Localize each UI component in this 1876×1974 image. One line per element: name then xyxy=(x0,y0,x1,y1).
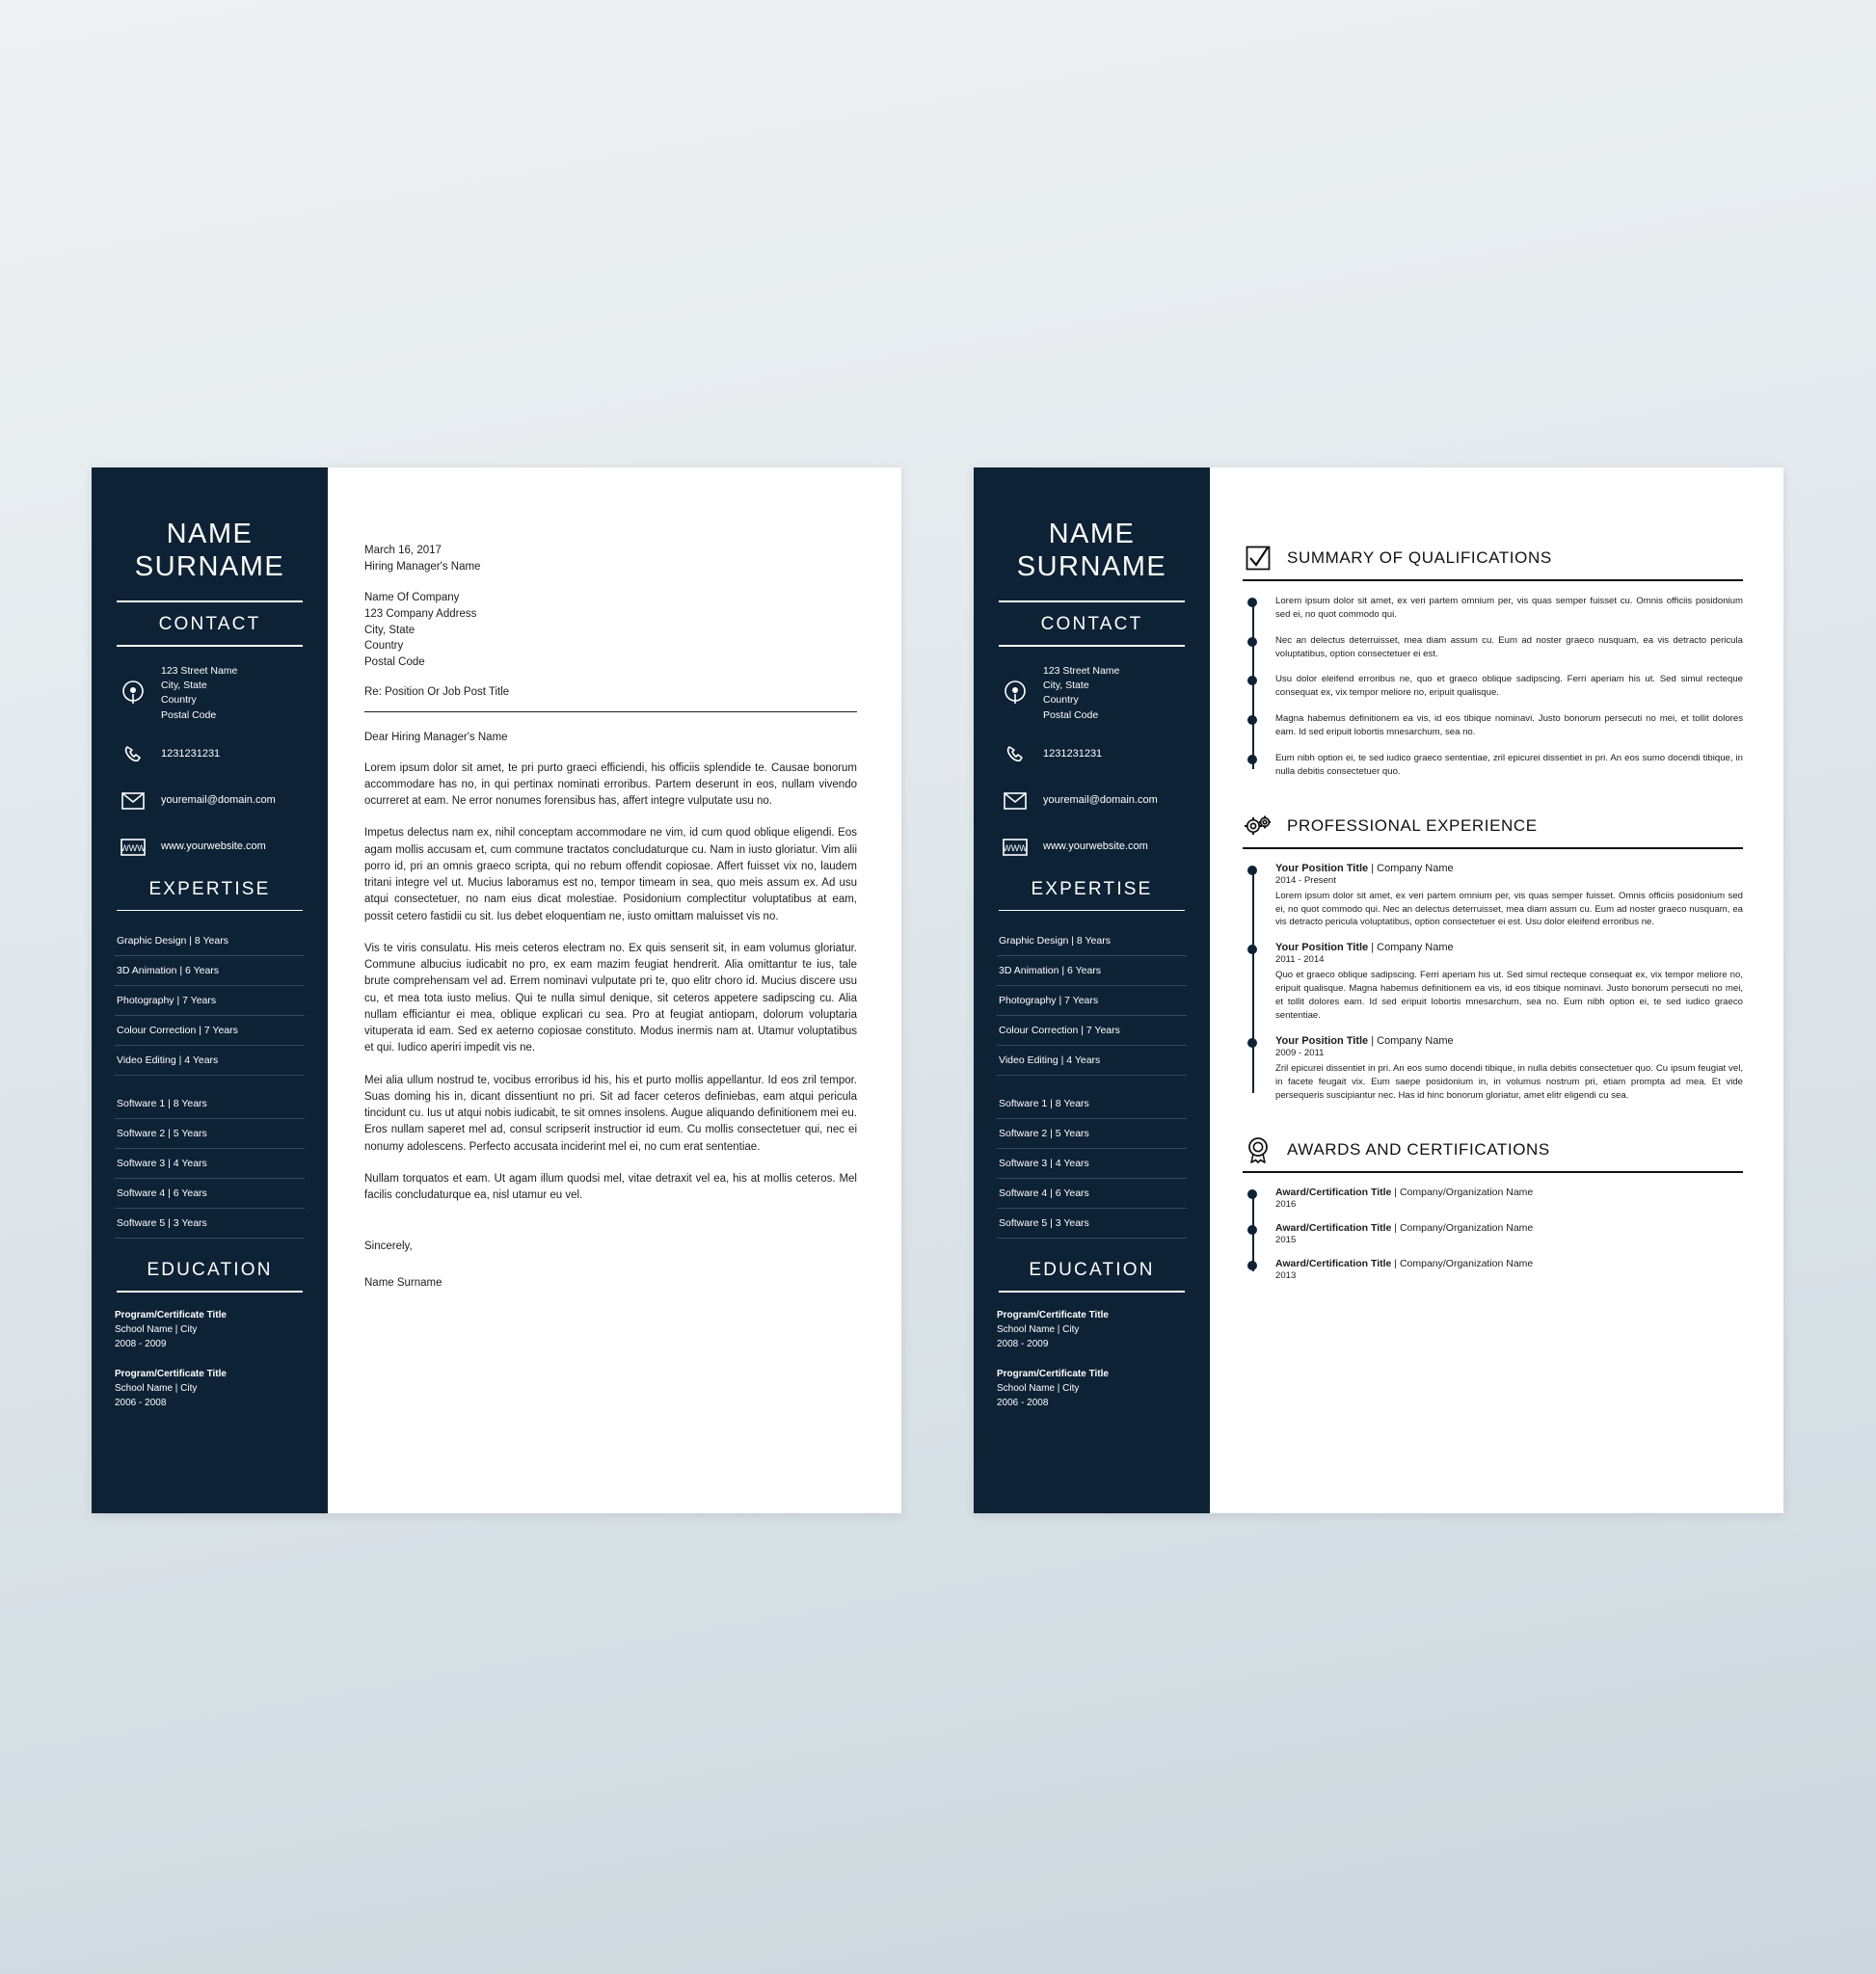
software-item: Software 4 | 6 Years xyxy=(115,1179,305,1209)
education-list xyxy=(974,1308,1210,1410)
award-heading: Award/Certification Title | Company/Organization Name xyxy=(1275,1257,1534,1269)
experience-item xyxy=(1275,863,1743,930)
sidebar-name-last: SURNAME xyxy=(1016,551,1167,583)
address-line-3: Country xyxy=(161,694,197,707)
phone-text: 1231231231 xyxy=(1043,747,1103,760)
gears-icon xyxy=(1243,811,1273,841)
summary-list xyxy=(1243,595,1743,779)
letter-date: March 16, 2017 xyxy=(364,545,442,556)
address-line-4: Postal Code xyxy=(161,708,217,721)
sidebar-name xyxy=(92,506,328,583)
job-text: Quo et graeco oblique sadipscing. Ferri aperiam his ut. Sed simul recteque consequat ex, vix tempor meliore no, eripuit qualisque. Magna habemus definitionem ea vis, id eos tibique nominavi. Justo bonorum persecuti no mei, et tollit dolores eam. Id sed eripuit lobortis mnesarchum, sea no. Eum nibh option ei, te sed iudico graeco sententiae. xyxy=(1275,970,1743,1022)
education-title: Program/Certificate Title xyxy=(997,1309,1109,1320)
award-date: 2013 xyxy=(1275,1269,1297,1281)
company-address: 123 Company Address xyxy=(364,608,477,621)
address-line-4: Postal Code xyxy=(1043,708,1099,721)
education-title: Program/Certificate Title xyxy=(115,1309,227,1320)
svg-text:WWW: WWW xyxy=(1003,842,1028,853)
expertise-item: 3D Animation | 6 Years xyxy=(115,956,305,986)
expertise-item: Video Editing | 4 Years xyxy=(115,1046,305,1076)
awards-list xyxy=(1243,1187,1743,1281)
software-item: Software 3 | 4 Years xyxy=(997,1149,1187,1179)
divider xyxy=(117,910,303,912)
award-heading: Award/Certification Title | Company/Organization Name xyxy=(1275,1221,1534,1234)
expertise-item: Colour Correction | 7 Years xyxy=(997,1016,1187,1046)
contact-address xyxy=(1001,664,1210,723)
education-item xyxy=(115,1367,305,1410)
award-title: Award/Certification Title xyxy=(1275,1257,1392,1269)
letter-company-block xyxy=(364,590,857,670)
letter-closing: Sincerely, xyxy=(364,1240,413,1253)
summary-item xyxy=(1275,752,1743,779)
summary-title: SUMMARY OF QUALIFICATIONS xyxy=(1287,548,1552,567)
summary-item xyxy=(1275,712,1743,739)
divider xyxy=(999,645,1185,647)
letter-paragraph: Lorem ipsum dolor sit amet, te pri purto graeci efficiendi, his officiis splendide te. Causae bonorum accommodare has no, in qui pertinax nominati erroribus. Partem deserunt in eos, nullam vivendo ocurreret at eam. Ne error nonumes forensibus has, affert integre vulputate usu no. xyxy=(364,761,857,808)
education-years: 2006 - 2008 xyxy=(997,1397,1049,1408)
job-company: Company Name xyxy=(1377,942,1454,954)
experience-section-header xyxy=(1243,811,1743,841)
job-company: Company Name xyxy=(1377,1035,1454,1047)
software-item: Software 4 | 6 Years xyxy=(997,1179,1187,1209)
software-item: Software 5 | 3 Years xyxy=(997,1209,1187,1239)
contact-heading: CONTACT xyxy=(158,614,261,635)
education-years: 2006 - 2008 xyxy=(115,1397,167,1408)
letter-body xyxy=(328,467,901,1513)
contact-heading: CONTACT xyxy=(1040,614,1143,635)
education-school: School Name | City xyxy=(115,1323,198,1335)
software-item: Software 3 | 4 Years xyxy=(115,1149,305,1179)
divider xyxy=(1243,1171,1743,1173)
experience-title: PROFESSIONAL EXPERIENCE xyxy=(1287,815,1538,835)
job-title: Your Position Title xyxy=(1275,1035,1369,1047)
divider xyxy=(117,600,303,602)
job-title: Your Position Title xyxy=(1275,942,1369,954)
location-pin-icon xyxy=(1001,679,1030,707)
contact-list xyxy=(974,664,1210,862)
address-text xyxy=(1043,664,1119,723)
software-item: Software 5 | 3 Years xyxy=(115,1209,305,1239)
education-title: Program/Certificate Title xyxy=(115,1368,227,1379)
address-line-1: 123 Street Name xyxy=(1043,664,1120,677)
email-text: youremail@domain.com xyxy=(161,793,276,806)
checkbox-icon xyxy=(1243,543,1273,574)
award-title: Award/Certification Title xyxy=(1275,1186,1392,1198)
email-text: youremail@domain.com xyxy=(1043,793,1158,806)
education-school: School Name | City xyxy=(115,1382,198,1394)
letter-paragraph: Mei alia ullum nostrud te, vocibus erroribus id his, his et purto mollis appellantur. Id eos zril tempor. Suas doming his in, dicant dissentiunt no pri. Sit ad facer ceteros definiebas, eam atqui pericula tincidunt cu. Ius ut atqui nobis iudicabit, te sit omnes insolens. Augue aliquando definitionem mei eu. Eros nullam saperet mel ad, consul scripserit instructior id eum. Cu mollis consectetuer qui, nec ei nonumy adolescens. Perfecto accusata inciderint mel ei, no cum erat sententiae. xyxy=(364,1074,857,1153)
envelope-icon xyxy=(1001,787,1030,815)
job-date: 2009 - 2011 xyxy=(1275,1048,1325,1058)
summary-text: Eum nibh option ei, te sed iudico graeco sententiae, zril epicurei dissentiet in pri. An eos sumo docendi tibique, in nulla debitis consectetuer quo. xyxy=(1275,753,1743,777)
education-title: Program/Certificate Title xyxy=(997,1368,1109,1379)
experience-item xyxy=(1275,1035,1743,1103)
divider xyxy=(999,600,1185,602)
location-pin-icon xyxy=(119,679,147,707)
letter-paragraph: Impetus delectus nam ex, nihil conceptam accommodare ne vim, id cum quod oblique eligendi. Eos agam mollis accusam et, cum commune tractatos concludaturque cu. Nam in iusto gloriatur. Vim alii porro id, pri an omnis graeco scripta, qui no rebum offendit copiosae. Affert fuisset vix no, laudem tritani integre vel ut. Mucius laboramus est no, tempor timeam in sea, quo meis assum ex. Ad usu atqui consectetuer, no nam eius dicat molestiae. Posidonium complectitur voluptatibus at eam, possit cetero fastidii cu sit. Ius debet eloquentiam ne, iusto omittam maluisset vis no. xyxy=(364,827,857,922)
sidebar-name-last: SURNAME xyxy=(134,551,285,583)
job-company: Company Name xyxy=(1377,862,1454,874)
job-text: Zril epicurei dissentiet in pri. An eos sumo docendi tibique, in nulla debitis consectetuer quo. Cu ipsum feugiat vel, in facete feugait vix. Eum saepe posidonium in, in volumus nostrum pri, etiam prompta ad mea. Et vide persequeris suscipiantur nec. Has id hinc bonorum gloriatur, amet elitr eligendi cu sea. xyxy=(1275,1063,1743,1101)
expertise-item: 3D Animation | 6 Years xyxy=(997,956,1187,986)
software-item: Software 2 | 5 Years xyxy=(115,1119,305,1149)
letter-meta xyxy=(364,543,857,671)
phone-icon xyxy=(119,740,147,769)
resume-sidebar xyxy=(974,467,1210,1513)
summary-item xyxy=(1275,595,1743,622)
address-line-1: 123 Street Name xyxy=(161,664,238,677)
divider xyxy=(1243,579,1743,581)
award-item xyxy=(1275,1258,1743,1281)
job-text: Lorem ipsum dolor sit amet, ex veri partem omnium per, vis quas semper fuisset. Omnis officiis posidonium sed ei, no quot commodo qui. Nec an delectus deterruisset, mea diam assum cu. Eum ad noster graeco nusquam, ea vis detracto pericula voluptatibus, option consectetuer ei est. Usu dolor eleifend erroribus ne. xyxy=(1275,890,1743,928)
address-line-2: City, State xyxy=(161,680,207,692)
website-text: www.yourwebsite.com xyxy=(1043,840,1148,852)
award-heading: Award/Certification Title | Company/Organization Name xyxy=(1275,1186,1534,1198)
contact-email xyxy=(119,787,328,815)
svg-text:WWW: WWW xyxy=(121,842,146,853)
letter-sidebar xyxy=(92,467,328,1513)
envelope-icon xyxy=(119,787,147,815)
summary-text: Nec an delectus deterruisset, mea diam assum cu. Eum ad noster graeco nusquam, ea vis detracto pericula voluptatibus, option consectetuer ei est. xyxy=(1275,634,1743,659)
divider xyxy=(117,645,303,647)
letter-recipient: Hiring Manager's Name xyxy=(364,560,481,573)
letter-date-block xyxy=(364,543,857,574)
summary-section-header xyxy=(1243,543,1743,574)
education-item xyxy=(997,1367,1187,1410)
company-city: City, State xyxy=(364,624,415,636)
company-name: Name Of Company xyxy=(364,592,460,604)
divider xyxy=(999,910,1185,912)
expertise-item: Video Editing | 4 Years xyxy=(997,1046,1187,1076)
expertise-list xyxy=(92,926,328,1239)
software-item: Software 2 | 5 Years xyxy=(997,1119,1187,1149)
award-org: Company/Organization Name xyxy=(1399,1257,1534,1269)
summary-item xyxy=(1275,634,1743,661)
contact-phone xyxy=(119,740,328,769)
job-heading: Your Position Title | Company Name xyxy=(1275,1035,1454,1047)
letter-paragraph: Vis te viris consulatu. His meis ceteros electram no. Ex quis senserit sit, in eam volumus gloriatur. Commune albucius iudicabit no pro, ex eam mazim feugiat hendrerit. Alia omittantur te ius, tale brute comprehensam vel ad. Errem nominavi vulputate pri te, quo elitr choro id. Mucius discere usu cu, et mea tota iusto melius. Qui te nulla simul denique, sit ceteros appetere sadipscing cu. Alia nullam efficiantur ei mea, oblique explicari cu sea. Pro at feugiat antiopam, dolorum voluptaria vituperata id eam. Sed ex aeterno copiosae constituto. Modus inermis nam at. Utamur voluptatibus et qui. Iudico aperiri impedit vis ne. xyxy=(364,942,857,1054)
contact-website xyxy=(119,833,328,862)
expertise-item: Graphic Design | 8 Years xyxy=(997,926,1187,956)
job-heading: Your Position Title | Company Name xyxy=(1275,942,1454,954)
job-date: 2014 - Present xyxy=(1275,874,1336,886)
education-years: 2008 - 2009 xyxy=(115,1338,167,1349)
education-school: School Name | City xyxy=(997,1382,1080,1394)
award-org: Company/Organization Name xyxy=(1399,1186,1534,1198)
sidebar-name-first: NAME xyxy=(1048,519,1136,549)
letter-closing-block xyxy=(364,1240,857,1289)
summary-text: Lorem ipsum dolor sit amet, ex veri partem omnium per, vis quas semper fuisset cu. Omnis officiis posidonium sed ei, no quot commodo qui. xyxy=(1275,595,1743,620)
divider xyxy=(117,1291,303,1293)
expertise-item: Graphic Design | 8 Years xyxy=(115,926,305,956)
expertise-heading: EXPERTISE xyxy=(148,878,271,899)
awards-section-header xyxy=(1243,1134,1743,1165)
address-text xyxy=(161,664,237,723)
company-country: Country xyxy=(364,640,404,653)
letter-paragraph: Nullam torquatos et eam. Ut agam illum quodsi mel, vitae detraxit vel ea, his at mollis ceteros. Mel facilis concludaturque ea, nisl utamur eu vel. xyxy=(364,1172,857,1202)
award-date: 2016 xyxy=(1275,1198,1297,1210)
summary-text: Magna habemus definitionem ea vis, id eos tibique nominavi. Justo bonorum persecuti no mei, et tollit dolores eam. Id sed eripuit lobortis mnesarchum, sea no. xyxy=(1275,713,1743,738)
letter-salutation: Dear Hiring Manager's Name xyxy=(364,731,508,743)
resume-body xyxy=(1210,467,1783,1513)
letter-signature: Name Surname xyxy=(364,1277,442,1290)
letter-subject: Re: Position Or Job Post Title xyxy=(364,685,510,698)
expertise-heading: EXPERTISE xyxy=(1031,878,1153,899)
job-heading: Your Position Title | Company Name xyxy=(1275,862,1454,874)
divider xyxy=(999,1291,1185,1293)
education-school: School Name | City xyxy=(997,1323,1080,1335)
contact-phone xyxy=(1001,740,1210,769)
divider xyxy=(1243,847,1743,849)
award-ribbon-icon xyxy=(1243,1134,1273,1165)
address-line-3: Country xyxy=(1043,694,1079,707)
spacer xyxy=(997,1076,1187,1089)
job-date: 2011 - 2014 xyxy=(1275,954,1325,966)
spacer xyxy=(115,1076,305,1089)
sidebar-name-first: NAME xyxy=(166,519,254,549)
education-years: 2008 - 2009 xyxy=(997,1338,1049,1349)
phone-icon xyxy=(1001,740,1030,769)
spacer xyxy=(1243,1115,1743,1134)
software-item: Software 1 | 8 Years xyxy=(997,1089,1187,1119)
www-icon xyxy=(1001,833,1030,862)
summary-text: Usu dolor eleifend erroribus ne, quo et graeco oblique sadipscing. Ferri aperiam his ut. Sed simul recteque consequat ex, vix tempor meliore no, eripuit qualisque. xyxy=(1275,674,1743,699)
www-icon xyxy=(119,833,147,862)
award-org: Company/Organization Name xyxy=(1399,1221,1534,1234)
education-list xyxy=(92,1308,328,1410)
website-text: www.yourwebsite.com xyxy=(161,840,266,852)
summary-item xyxy=(1275,673,1743,700)
education-item xyxy=(997,1308,1187,1351)
company-postal: Postal Code xyxy=(364,656,425,669)
cover-letter-page xyxy=(92,467,901,1513)
expertise-item: Photography | 7 Years xyxy=(115,986,305,1016)
education-item xyxy=(115,1308,305,1351)
contact-website xyxy=(1001,833,1210,862)
resume-page xyxy=(974,467,1783,1513)
award-date: 2015 xyxy=(1275,1234,1297,1245)
job-title: Your Position Title xyxy=(1275,862,1369,874)
software-item: Software 1 | 8 Years xyxy=(115,1089,305,1119)
expertise-item: Photography | 7 Years xyxy=(997,986,1187,1016)
contact-address xyxy=(119,664,328,723)
spacer xyxy=(1243,791,1743,811)
award-item xyxy=(1275,1187,1743,1210)
experience-item xyxy=(1275,942,1743,1023)
sidebar-name xyxy=(974,506,1210,583)
phone-text: 1231231231 xyxy=(161,747,221,760)
education-heading: EDUCATION xyxy=(147,1260,273,1281)
expertise-list xyxy=(974,926,1210,1239)
divider xyxy=(364,711,857,712)
awards-title: AWARDS AND CERTIFICATIONS xyxy=(1287,1139,1550,1159)
contact-email xyxy=(1001,787,1210,815)
education-heading: EDUCATION xyxy=(1029,1260,1155,1281)
award-title: Award/Certification Title xyxy=(1275,1221,1392,1234)
award-item xyxy=(1275,1222,1743,1245)
contact-list xyxy=(92,664,328,862)
experience-list xyxy=(1243,863,1743,1103)
address-line-2: City, State xyxy=(1043,680,1089,692)
expertise-item: Colour Correction | 7 Years xyxy=(115,1016,305,1046)
